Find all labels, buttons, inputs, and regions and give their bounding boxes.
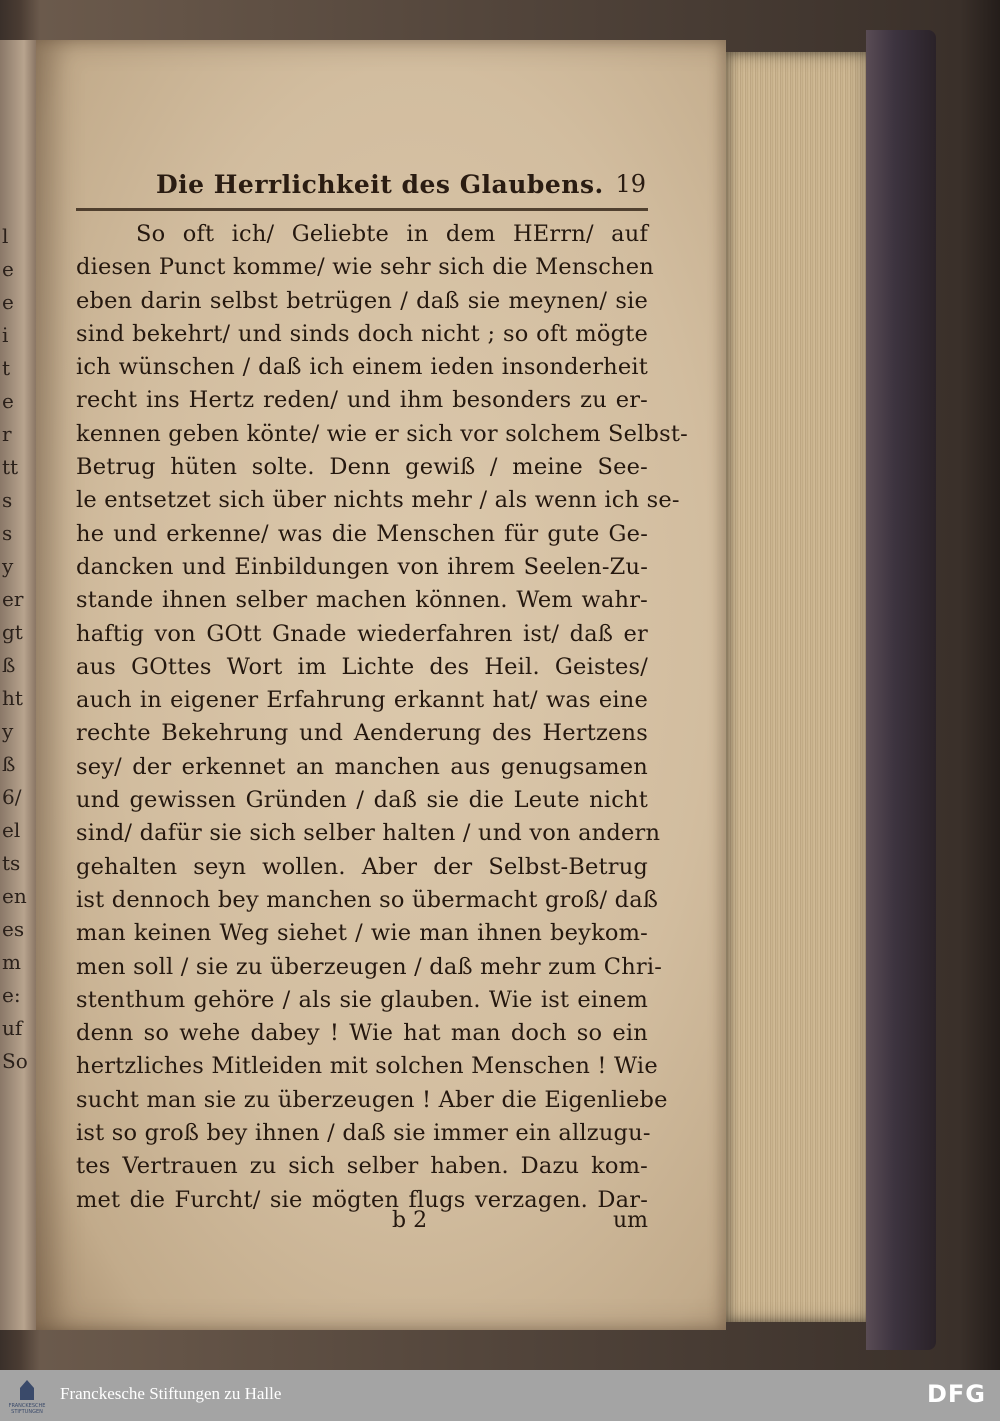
text-line: gehalten seyn wollen. Aber der Selbst-Betrug xyxy=(76,853,648,880)
right-page xyxy=(36,40,726,1330)
left-page-fragment: el xyxy=(2,818,21,842)
text-line: eben darin selbst betrügen / daß sie meynen/ sie xyxy=(76,287,648,314)
left-page-fragment: e xyxy=(2,389,14,413)
text-line: stande ihnen selber machen können. Wem wahr- xyxy=(76,587,648,614)
text-line: sind bekehrt/ und sinds doch nicht ; so oft mögte xyxy=(76,320,648,347)
text-line: denn so wehe dabey ! Wie hat man doch so ein xyxy=(76,1020,648,1047)
text-line: hertzliches Mitleiden mit solchen Menschen ! Wie xyxy=(76,1053,658,1080)
page-stack-edge xyxy=(726,52,876,1322)
left-page-fragment: es xyxy=(2,917,25,941)
left-page-fragment: t xyxy=(2,356,11,380)
foundation-logo-icon xyxy=(8,1376,46,1416)
text-line: he und erkenne/ was die Menschen für gute Ge- xyxy=(76,520,648,547)
left-page-fragment: y xyxy=(2,554,14,578)
text-line: diesen Punct komme/ wie sehr sich die Menschen xyxy=(76,254,654,281)
left-page-fragment: uf xyxy=(2,1016,23,1040)
catchword: um xyxy=(612,1208,648,1233)
text-line: le entsetzet sich über nichts mehr / als wenn ich se- xyxy=(76,487,680,514)
page-header xyxy=(156,170,646,210)
text-line: sind/ dafür sie sich selber halten / und von andern xyxy=(76,820,661,847)
dfg-logo: DFG xyxy=(926,1380,986,1408)
text-line: kennen geben könte/ wie er sich vor solchem Selbst- xyxy=(76,420,688,447)
book-cover xyxy=(866,30,936,1350)
text-line: ist dennoch bey manchen so übermacht groß/ daß xyxy=(76,886,659,913)
left-page-fragment: gt xyxy=(2,620,23,644)
text-line: recht ins Hertz reden/ und ihm besonders zu er- xyxy=(76,387,648,414)
left-page-fragment: en xyxy=(2,884,27,908)
left-page-fragments xyxy=(2,220,32,1078)
left-page-fragment: e xyxy=(2,290,14,314)
text-line: Betrug hüten solte. Denn gewiß / meine See- xyxy=(76,454,648,481)
text-line: sucht man sie zu überzeugen ! Aber die Eigenliebe xyxy=(76,1086,668,1113)
text-line: auch in eigener Erfahrung erkannt hat/ was eine xyxy=(76,687,648,714)
logo-text: FRANCKESCHE STIFTUNGEN xyxy=(8,1403,46,1415)
page-footer xyxy=(76,1208,648,1242)
text-line: ist so groß bey ihnen / daß sie immer ein allzugu- xyxy=(76,1120,651,1147)
text-line: ich wünschen / daß ich einem ieden insonderheit xyxy=(76,354,648,381)
text-line: tes Vertrauen zu sich selber haben. Dazu kom- xyxy=(76,1153,648,1180)
text-line: stenthum gehöre / als sie glauben. Wie ist einem xyxy=(76,986,648,1013)
text-line: met die Furcht/ sie mögten flugs verzagen. Dar- xyxy=(76,1186,648,1213)
text-line: aus GOttes Wort im Lichte des Heil. Geistes/ xyxy=(76,653,648,680)
left-page-fragment: So xyxy=(2,1049,28,1073)
institution-name: Franckesche Stiftungen zu Halle xyxy=(60,1384,282,1403)
running-title: Die Herrlichkeit des Glaubens. xyxy=(156,170,604,199)
text-line: men soll / sie zu überzeugen / daß mehr zum Chri- xyxy=(76,953,663,980)
text-line: rechte Bekehrung und Aenderung des Hertzens xyxy=(76,720,648,747)
text-line: und gewissen Gründen / daß sie die Leute nicht xyxy=(76,787,648,814)
left-page-fragment: y xyxy=(2,719,14,743)
left-page-fragment: e xyxy=(2,257,14,281)
left-page-fragment: r xyxy=(2,422,12,446)
left-page-fragment: ß xyxy=(2,752,16,776)
text-line: So oft ich/ Geliebte in dem HErrn/ auf xyxy=(136,221,648,247)
text-line: dancken und Einbildungen von ihrem Seelen-Zu- xyxy=(76,553,648,580)
signature-mark: b 2 xyxy=(392,1208,428,1233)
left-page-fragment: s xyxy=(2,488,13,512)
text-line: man keinen Weg siehet / wie man ihnen beykom- xyxy=(76,920,648,947)
text-line: sey/ der erkennet an manchen aus genugsamen xyxy=(76,753,648,780)
left-page-fragment: m xyxy=(2,950,21,974)
left-page-fragment: ht xyxy=(2,686,23,710)
left-page-fragment: l xyxy=(2,224,9,248)
left-page-fragment: e: xyxy=(2,983,21,1007)
left-page-fragment: er xyxy=(2,587,24,611)
left-page-fragment: s xyxy=(2,521,13,545)
left-page-fragment: i xyxy=(2,323,9,347)
header-rule xyxy=(76,208,648,211)
page-number: 19 xyxy=(615,170,646,198)
left-page-fragment: 6/ xyxy=(2,785,22,809)
left-page-edge xyxy=(0,40,40,1330)
viewer-footer-bar xyxy=(0,1370,1000,1421)
left-page-fragment: ts xyxy=(2,851,21,875)
body-text xyxy=(76,218,688,1217)
left-page-fragment: tt xyxy=(2,455,19,479)
text-line: haftig von GOtt Gnade wiederfahren ist/ daß er xyxy=(76,620,648,647)
left-page-fragment: ß xyxy=(2,653,16,677)
